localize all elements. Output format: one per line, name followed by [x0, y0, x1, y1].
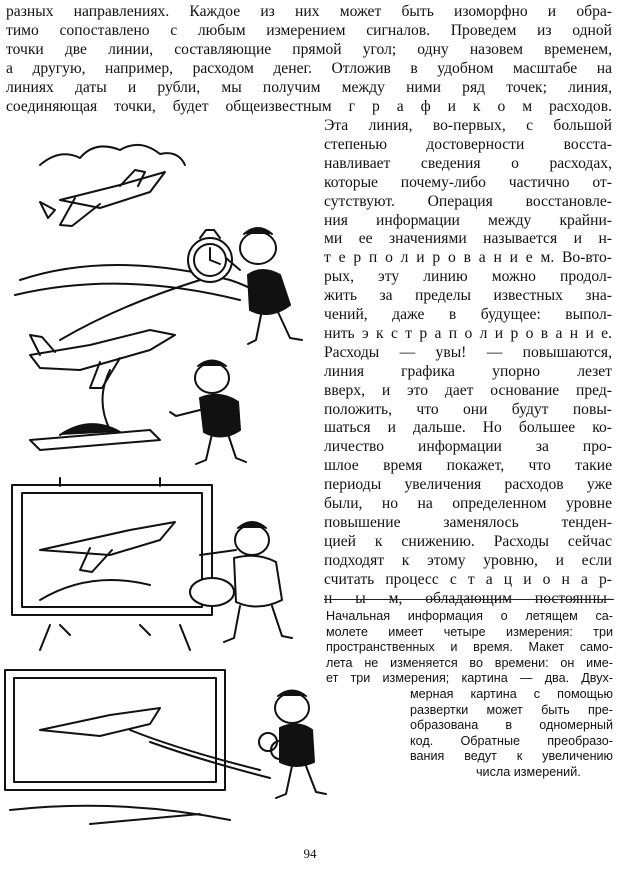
model-plane-drawing — [30, 330, 175, 450]
caption-line: развертки может быть пре- — [410, 702, 613, 717]
text-line: сутствуют. Операция восстановле- — [324, 192, 612, 210]
text-line: н ы м, обладающим постоянны- — [324, 589, 612, 607]
text-line: которые почему-либо частично от- — [324, 173, 612, 191]
painter-drawing — [190, 522, 292, 642]
text-line: разных направлениях. Каждое из них может быть изоморфно и обра- — [6, 3, 612, 20]
text-line: положить, что они будут повы- — [324, 400, 612, 418]
caption-line: пространственных и время. Макет само- — [326, 640, 613, 655]
text-line: жить за пределы известных зна- — [324, 287, 612, 305]
text-line: считать процесс с т а ц и о н а р- — [324, 570, 612, 588]
text-line: шаться и дальше. Но большее ко- — [324, 419, 612, 437]
man-pointing-drawing — [170, 361, 246, 465]
flying-plane-drawing — [15, 145, 275, 340]
text-line: были, но на определенном уровне — [324, 495, 612, 512]
caption-line: лета не изменяется во времени: он име- — [326, 655, 613, 670]
easel-painting-drawing — [12, 478, 212, 650]
text-line: линиях даты и рубли, мы получим между ними ряд точек; линия, — [6, 79, 612, 96]
caption-line: ет три измерения; картина — два. Двух- — [326, 671, 613, 686]
text-line: а другую, например, расходом денег. Отложив в удобном масштабе на — [6, 60, 612, 77]
caption-line: код. Обратные преобразо- — [410, 733, 613, 748]
framed-picture-drawing — [5, 670, 289, 824]
text-line: повышение заменялось тенден- — [324, 513, 612, 531]
text-line: ния информации между крайни- — [324, 211, 612, 229]
text-line: точки две линии, составляющие прямой угол; одну назовем временем, — [6, 41, 612, 58]
caption-line: образована в одномерный — [410, 718, 613, 733]
text-line: рых, эту линию можно продол- — [324, 268, 612, 286]
text-line: т е р п о л и р о в а н и е м. Во-вто- — [324, 249, 612, 267]
caption-line: вания ведут к увеличению — [410, 749, 613, 764]
text-line: степенью достоверности восста- — [324, 135, 612, 153]
man-with-tape-drawing — [275, 691, 326, 799]
text-line: Расходы — увы! — повышаются, — [324, 343, 612, 361]
text-line: шлое время покажет, что такие — [324, 457, 612, 475]
text-line: цией к снижению. Расходы сейчас — [324, 532, 612, 550]
text-line: периоды увеличения расходов уже — [324, 476, 612, 494]
text-line: Эта линия, во-первых, с большой — [324, 117, 612, 134]
text-line: линия графика упорно лезет — [324, 362, 612, 380]
caption-line: мерная картина с помощью — [410, 687, 613, 701]
text-line: ми ее значениями называется и н- — [324, 230, 612, 248]
text-line: соединяющая точки, будет общеизвестным г р а ф и к о м расходов. — [6, 98, 612, 115]
text-line: подходят к этому уровню, и если — [324, 551, 612, 569]
text-line: чений, даже в будущее: выпол- — [324, 306, 612, 323]
caption-line: Начальная информация о летящем са- — [326, 609, 613, 623]
text-line: тимо сопоставлено с любым измерением сигналов. Проведем из одной — [6, 22, 612, 39]
text-line: навливает сведения о расходах, — [324, 154, 612, 172]
caption-line: числа измерений. — [476, 765, 581, 779]
caption-divider — [324, 599, 614, 600]
text-line: нить э к с т р а п о л и р о в а н и е. — [324, 324, 612, 342]
caption-line: молете имеет четыре измерения: три — [326, 624, 613, 639]
text-line: личество информации за про- — [324, 438, 612, 456]
cartoon-illustration — [0, 130, 330, 830]
text-line: вверх, и это дает основание пред- — [324, 381, 612, 399]
page-number: 94 — [303, 846, 317, 861]
